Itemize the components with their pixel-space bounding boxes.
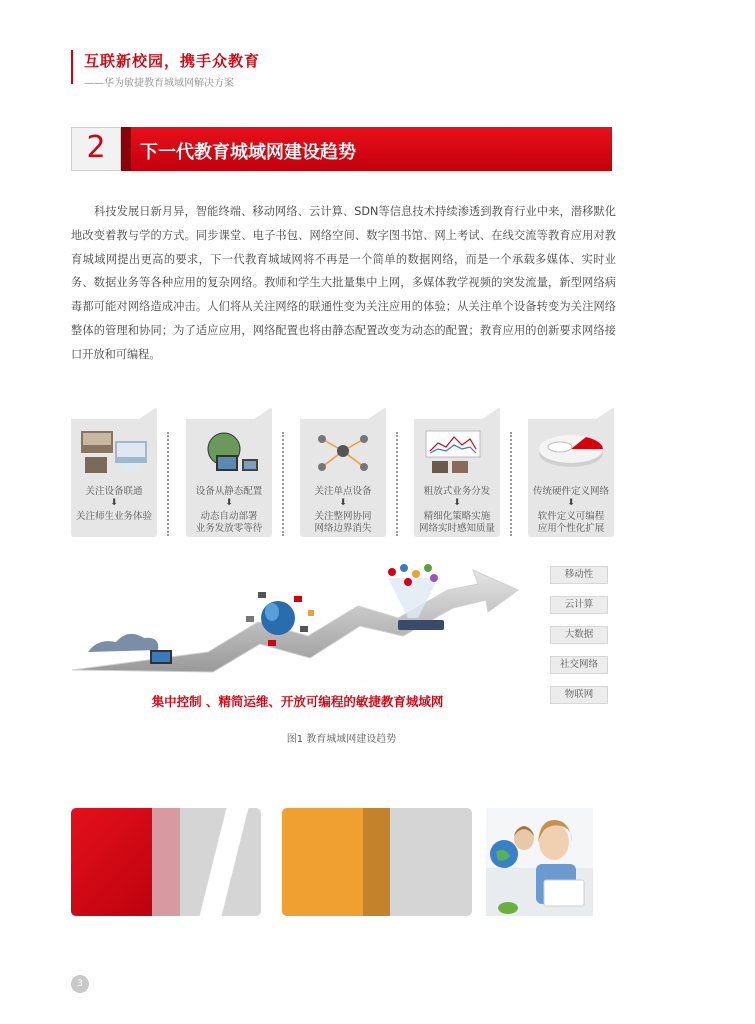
header-title: 互联新校园，携手众教育 bbox=[84, 52, 261, 70]
slogan: 集中控制 、精简运维、开放可编程的敏捷教育城域网 bbox=[151, 694, 444, 709]
figure-caption: 图1 教育城域网建设趋势 bbox=[286, 734, 397, 745]
trend-card-5 bbox=[528, 407, 614, 537]
card-separator bbox=[282, 432, 284, 536]
down-arrow-icon: ⬇ bbox=[453, 498, 461, 508]
card-separator bbox=[396, 432, 398, 536]
card-to-text: 软件定义可编程 应用个性化扩展 bbox=[537, 511, 605, 534]
tag-social-network: 社交网络 bbox=[550, 656, 608, 674]
body-paragraph: 科技发展日新月异，智能终端、移动网络、云计算、SDN等信息技术持续渗透到教育行业中来，潜移默化地改变着教与学的方式。同步课堂、电子书包、网络空间、数字图书馆、网上考试、在线交流等教育应用对教育城域网提出更高的要求，下一代教育城域网将不再是一个简单的数据网络，而是一个承载多媒体、实时业务、数据业务等各种应用的复杂网络。教师和学生大批量集中上网，多媒体教学视频的突发流量，新型网络病毒都可能对网络造成冲击。人们将从关注网络的联通性变为关注应用的体验；从关注单个设备转变为关注网络整体的管理和协同；为了适应应用，网络配置也将由静态配置改变为动态的配置；教育应用的创新要求网络接口开放和可编程。 bbox=[71, 205, 616, 361]
header-accent-bar bbox=[71, 50, 73, 84]
sdn-disc-illustration bbox=[536, 429, 606, 477]
devices-globe-illustration bbox=[194, 429, 264, 477]
header-subtitle: ——华为敏捷教育城域网解决方案 bbox=[84, 78, 234, 89]
card-to-text: 动态自动部署 业务发放零等待 bbox=[195, 511, 263, 534]
section-number: 2 bbox=[86, 130, 106, 165]
card-to-text: 关注师生业务体验 bbox=[75, 511, 152, 522]
card-from-text: 设备从静态配置 bbox=[195, 486, 263, 497]
students-photo bbox=[486, 808, 593, 916]
down-arrow-icon: ⬇ bbox=[225, 498, 233, 508]
trend-card-3 bbox=[300, 407, 386, 537]
trend-card-4 bbox=[414, 407, 500, 537]
orange-overlap-strip bbox=[363, 808, 390, 916]
tag-big-data: 大数据 bbox=[550, 626, 608, 644]
section-title: 下一代教育城域网建设趋势 bbox=[140, 142, 356, 163]
pink-overlap-strip bbox=[152, 808, 180, 916]
down-arrow-icon: ⬇ bbox=[567, 498, 575, 508]
tag-mobility: 移动性 bbox=[550, 566, 608, 584]
trend-card-1 bbox=[71, 407, 157, 537]
card-from-text: 传统硬件定义网络 bbox=[532, 486, 609, 497]
card-separator bbox=[510, 432, 512, 536]
card-from-text: 关注设备联通 bbox=[85, 486, 143, 497]
card-to-text: 精细化策略实施 网络实时感知质量 bbox=[418, 511, 495, 534]
card-from-text: 关注单点设备 bbox=[314, 486, 372, 497]
page-number: 3 bbox=[71, 975, 89, 993]
card-from-text: 粗放式业务分发 bbox=[423, 486, 491, 497]
section-number-box bbox=[71, 127, 121, 171]
tag-iot: 物联网 bbox=[550, 686, 608, 704]
down-arrow-icon: ⬇ bbox=[339, 498, 347, 508]
section-number-shadow bbox=[121, 127, 131, 171]
classroom-illustration bbox=[79, 429, 149, 477]
trend-card-2 bbox=[186, 407, 272, 537]
card-separator bbox=[167, 432, 169, 536]
monitoring-screens-illustration bbox=[422, 429, 492, 477]
tag-cloud-computing: 云计算 bbox=[550, 596, 608, 614]
network-nodes-illustration bbox=[308, 429, 378, 477]
down-arrow-icon: ⬇ bbox=[110, 498, 118, 508]
card-to-text: 关注整网协同 网络边界消失 bbox=[314, 511, 372, 534]
trend-arrow-illustration bbox=[68, 560, 538, 690]
